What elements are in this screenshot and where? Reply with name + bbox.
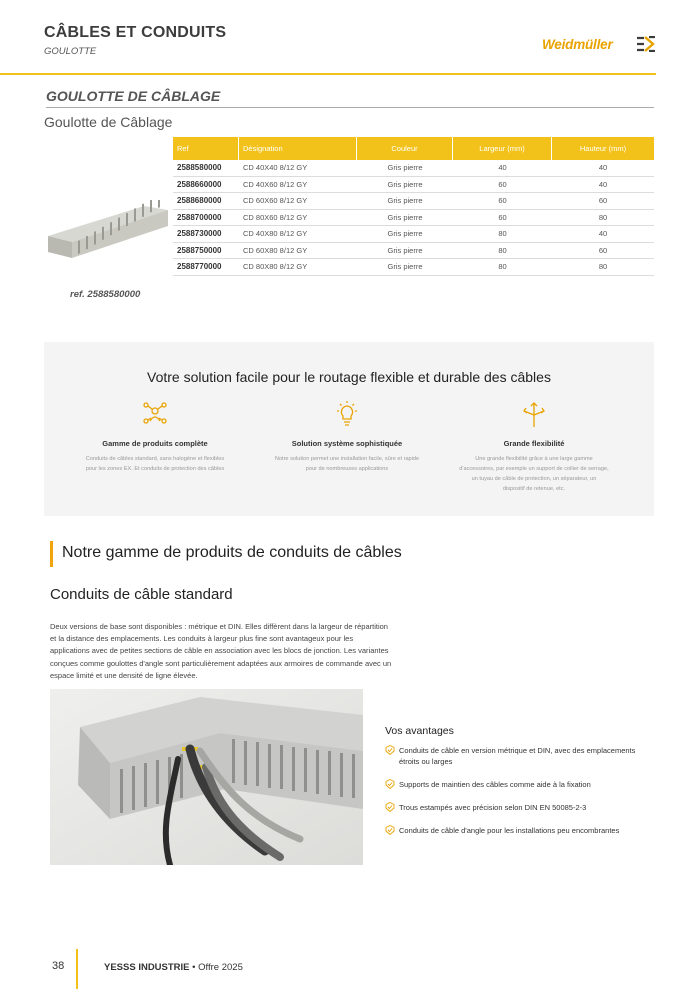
cell-designation: CD 80X80 8/12 GY: [239, 259, 357, 276]
feature-title: Grande flexibilité: [503, 439, 565, 448]
feature-flexibility: [439, 399, 629, 494]
section-subtitle: Goulotte de Câblage: [44, 114, 173, 130]
feature-text-line: un tuyau de câble de protection, un séparateur, un: [471, 476, 597, 482]
cell-height: 40: [552, 177, 654, 194]
feature-text-line: dispositif de retenue, etc.: [502, 486, 566, 492]
col-header-height: Hauteur (mm): [552, 137, 654, 160]
lightbulb-icon: [332, 399, 362, 429]
cell-color: Gris pierre: [357, 243, 453, 260]
cell-width: 60: [453, 193, 552, 210]
feature-text-line: Une grande flexibilité grâce à une large gamme: [475, 456, 593, 462]
paragraph-line: applications avec de petites sections de câble en association avec les blocs de jonction. Les variantes: [50, 646, 389, 656]
table-row: [173, 210, 654, 227]
col-header-ref: Ref: [173, 137, 239, 160]
cell-designation: CD 60X80 8/12 GY: [239, 243, 357, 260]
header-title: CÂBLES ET CONDUITS: [44, 24, 227, 41]
feature-band-title: Votre solution facile pour le routage flexible et durable des câbles: [147, 369, 551, 385]
feature-text: [60, 454, 250, 474]
paragraph-line: conçues comme goulottes d'angle sont particulièrement adaptées aux armoires de commande avec un: [50, 658, 392, 668]
table-row: [173, 160, 654, 177]
cell-color: Gris pierre: [357, 193, 453, 210]
footer-brand-name: YESSS INDUSTRIE: [104, 962, 190, 973]
list-item: [385, 802, 660, 813]
range-paragraph: [50, 621, 420, 682]
advantage-text-line: Conduits de câble d'angle pour les installations peu encombrantes: [399, 826, 620, 835]
footer-separator: •: [189, 962, 199, 973]
people-network-icon: [140, 399, 170, 429]
cell-ref: 2588680000: [173, 193, 239, 210]
feature-text-line: d'accessoires, par exemple un support de collier de serrage,: [459, 466, 609, 472]
col-header-designation: Désignation: [239, 137, 357, 160]
cell-designation: CD 80X60 8/12 GY: [239, 210, 357, 227]
feature-band: [44, 342, 654, 516]
heading-accent-bar: [50, 541, 53, 567]
cell-color: Gris pierre: [357, 210, 453, 227]
advantage-text-line: étroits ou larges: [399, 757, 453, 766]
section-title: GOULOTTE DE CÂBLAGE: [46, 88, 221, 104]
list-item: [385, 825, 660, 836]
list-item: [385, 779, 660, 790]
list-item: [385, 745, 660, 767]
footer-brand: [104, 962, 243, 973]
product-ref-caption: ref. 2588580000: [70, 289, 141, 300]
page-number: 38: [52, 960, 65, 972]
cell-height: 40: [552, 160, 654, 177]
cell-ref: 2588700000: [173, 210, 239, 227]
check-badge-icon: [385, 745, 395, 755]
advantages-title: Vos avantages: [385, 725, 454, 737]
product-table: [173, 137, 654, 276]
cell-color: Gris pierre: [357, 259, 453, 276]
cell-width: 80: [453, 259, 552, 276]
cell-height: 80: [552, 259, 654, 276]
feature-title: Gamme de produits complète: [102, 439, 208, 448]
cable-duct-photo: [44, 200, 172, 260]
feature-title: Solution système sophistiquée: [291, 439, 403, 448]
footer-divider: [76, 949, 78, 989]
brand-logo-text: Weidmüller: [542, 37, 613, 52]
section-divider: [46, 107, 654, 108]
feature-text-line: Notre solution permet une installation facile, sûre et rapide: [274, 456, 420, 462]
feature-complete-range: [60, 399, 250, 474]
footer-offer: Offre 2025: [198, 962, 243, 973]
cell-height: 60: [552, 193, 654, 210]
cell-color: Gris pierre: [357, 226, 453, 243]
feature-text: [439, 454, 629, 494]
range-title: Notre gamme de produits de conduits de câbles: [62, 544, 402, 561]
cable-duct-installation-photo: [50, 689, 363, 865]
cell-ref: 2588770000: [173, 259, 239, 276]
feature-text-line: pour de nombreuses applications: [305, 466, 389, 472]
cell-width: 80: [453, 243, 552, 260]
table-row: [173, 243, 654, 260]
header-divider: [0, 73, 656, 75]
feature-text: [252, 454, 442, 474]
feature-text-line: pour les zones EX. Et conduits de protection des câbles: [85, 466, 225, 472]
table-row: [173, 259, 654, 276]
cell-color: Gris pierre: [357, 160, 453, 177]
paragraph-line: Deux versions de base sont disponibles : métrique et DIN. Elles diffèrent dans la largeur de répartition: [50, 622, 388, 631]
advantage-text-line: Trous estampés avec précision selon DIN EN 50085-2-3: [399, 803, 587, 812]
cell-width: 40: [453, 160, 552, 177]
check-badge-icon: [385, 779, 395, 789]
cell-ref: 2588660000: [173, 177, 239, 194]
table-header-row: [173, 137, 654, 160]
advantage-text-line: Supports de maintien des câbles comme aide à la fixation: [399, 780, 591, 789]
col-header-width: Largeur (mm): [453, 137, 552, 160]
cell-height: 60: [552, 243, 654, 260]
paragraph-line: espace limité et une densité de ligne élevée.: [50, 670, 198, 680]
cell-height: 40: [552, 226, 654, 243]
cell-designation: CD 60X60 8/12 GY: [239, 193, 357, 210]
table-row: [173, 177, 654, 194]
paragraph-line: et la distance des emplacements. Les conduits à largeur plus fine sont avantageux pour les: [50, 634, 354, 644]
cell-ref: 2588730000: [173, 226, 239, 243]
feature-system-solution: [252, 399, 442, 474]
cell-height: 80: [552, 210, 654, 227]
cell-designation: CD 40X40 8/12 GY: [239, 160, 357, 177]
weidmuller-logo-icon: [636, 36, 656, 52]
col-header-color: Couleur: [357, 137, 453, 160]
table-row: [173, 193, 654, 210]
cell-width: 60: [453, 210, 552, 227]
cell-width: 60: [453, 177, 552, 194]
branching-arrows-icon: [519, 399, 549, 429]
table-row: [173, 226, 654, 243]
cell-designation: CD 40X80 8/12 GY: [239, 226, 357, 243]
advantages-list: [385, 745, 660, 848]
range-subtitle: Conduits de câble standard: [50, 586, 233, 603]
cell-ref: 2588580000: [173, 160, 239, 177]
cell-color: Gris pierre: [357, 177, 453, 194]
check-badge-icon: [385, 825, 395, 835]
cell-designation: CD 40X60 8/12 GY: [239, 177, 357, 194]
cell-width: 80: [453, 226, 552, 243]
feature-text-line: Conduits de câbles standard, sans halogène et flexibles: [85, 456, 225, 462]
header-subtitle: GOULOTTE: [44, 46, 97, 57]
cell-ref: 2588750000: [173, 243, 239, 260]
check-badge-icon: [385, 802, 395, 812]
advantage-text-line: Conduits de câble en version métrique et DIN, avec des emplacements: [399, 746, 636, 755]
